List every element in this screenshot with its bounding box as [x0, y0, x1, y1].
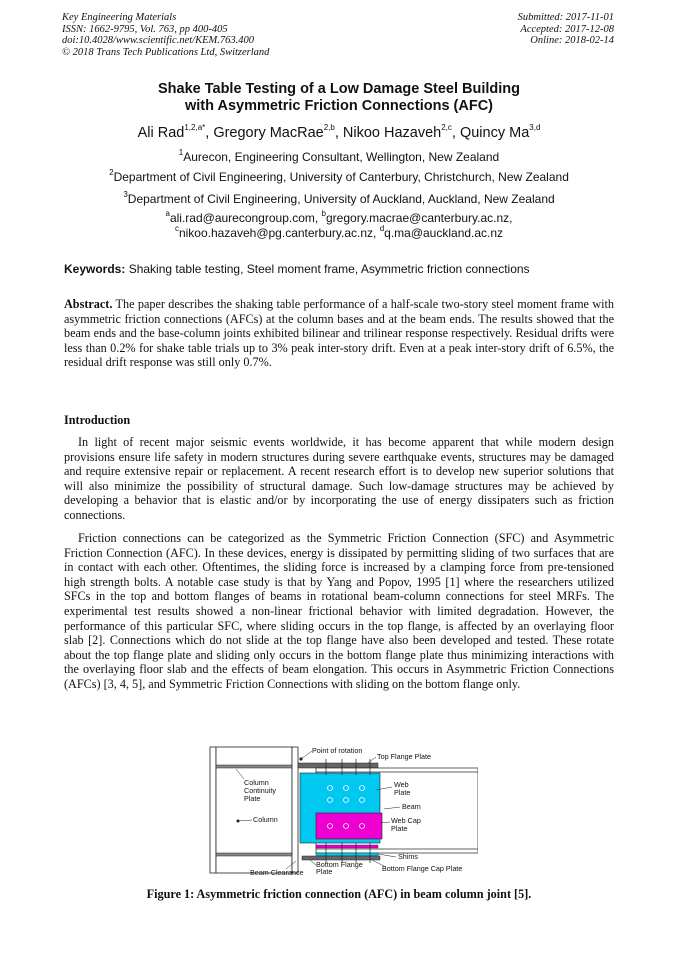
author: Quincy Ma$^{3,d}$ — [459, 123, 541, 141]
svg-text:Plate: Plate — [316, 867, 333, 875]
keywords: Keywords: Shaking table testing, Steel moment frame, Asymmetric friction connections — [64, 262, 530, 276]
label-beam-clearance: Beam Clearance — [250, 868, 304, 875]
section-heading: Introduction — [64, 413, 131, 427]
label-bottom-flange-plate: Bottom Flange — [316, 860, 363, 869]
label-top-flange-plate: Top Flange Plate — [377, 752, 431, 761]
abstract: Abstract. The paper describes the shaking table performance of a half-scale two-story steel moment frame with asymmetric friction connections (AFCs) at the column bases and at the beam ends. The results showed that the beam ends and the base-column joints exhibited bilinear and trilinear response respectively. Residual drifts were less than 0.2% for shake table trials up to 3% peak inter-story drift. Even at a peak inter-story drift of 6.5%, the residual drift response was still only 0.7%. — [64, 297, 614, 370]
email-link[interactable]: q.ma@auckland.ac.nz — [384, 226, 504, 240]
issn: ISSN: 1662-9795, Vol. 763, pp 400-405 — [62, 23, 228, 35]
label-shims: Shims — [398, 852, 418, 861]
affiliation: $^3$Department of Civil Engineering, University of Auckland, Auckland, New Zealand — [123, 190, 555, 206]
column-flange — [210, 747, 216, 873]
doi: doi:10.4028/www.scientific.net/KEM.763.400 — [62, 35, 254, 46]
bottom-flange-cap-plate — [316, 845, 378, 848]
top-flange-plate — [298, 763, 378, 768]
intro-paragraph-2: Friction connections can be categorized as the Symmetric Friction Connection (SFC) and Asymmetric Friction Connection (AFC). In these devices, energy is dissipated by permitting sliding of two surfaces that are in contact with each other. Oftentimes, the sliding force is increased by a clamping force from pre-tensioned high strength bolts. A notable case study is that by Yang and Popov, 1995 [1] where the researchers utilized SFCs in the top and bottom flanges of beams in rotational beam-column connections for steel MRFs. The experimental test results showed a non-linear frictional behavior with limited degradation. However, the performance of this particular SFC, where sliding occurs in the top flange, is affected by an overlaying floor slab [2]. Connections which do not slide at the top flange have also been developed and tested. These rotate about the top flange plate and sliding only occurs in the bottom flange plate thus minimizing interactions with the overlaying floor slab and the effects of beam elongation. This occurs in Asymmetric Friction Connections (AFCs) [3, 4, 5], and Symmetric Friction Connections with sliding on the bottom flange only. — [64, 531, 614, 691]
svg-text:Plate: Plate — [391, 824, 408, 833]
label-web-cap-plate: Web Cap — [391, 816, 421, 825]
author-emails: $^a$ali.rad@aurecongroup.com, $^b$gregory.macrae@canterbury.ac.nz, $^c$nikoo.hazaveh@pg.canterbury.ac.nz, $^d$q.ma@auckland.ac.nz — [165, 209, 513, 240]
author: Gregory MacRae$^{2,b}$, — [213, 123, 343, 141]
author-list — [0, 124, 678, 142]
email-link[interactable]: nikoo.hazaveh@pg.canterbury.ac.nz, — [178, 226, 380, 240]
label-bottom-flange-cap-plate: Bottom Flange Cap Plate — [382, 864, 463, 873]
continuity-plate-top — [216, 765, 292, 768]
web-cap-plate — [316, 813, 382, 839]
label-beam: Beam — [402, 802, 421, 811]
afc-connection-figure — [206, 745, 478, 875]
intro-paragraph-1: In light of recent major seismic events worldwide, it has become apparent that while modern design provisions ensure life safety in modern structures during severe earthquake events, structures may be damaged and require extensive repair or replacement. A recent research effort is to develop new superior solutions that will also minimize the possibility of structural damage. Such low-damage structures may be achieved by developing a behavior that is elastic and/or by incorporating the use of energy dissipaters such as friction connections. — [64, 435, 614, 522]
dates-header — [518, 12, 614, 47]
figure-caption: Figure 1: Asymmetric friction connection (AFC) in beam column joint [5]. — [146, 887, 532, 901]
copyright: © 2018 Trans Tech Publications Ltd, Switzerland — [62, 46, 270, 58]
paper-title: Shake Table Testing of a Low Damage Steel Building with Asymmetric Friction Connections (AFC) — [157, 81, 521, 114]
svg-text:Plate: Plate — [244, 794, 261, 803]
affiliation: $^2$Department of Civil Engineering, University of Canterbury, Christchurch, New Zealand — [109, 168, 569, 184]
email-link[interactable]: gregory.macrae@canterbury.ac.nz, — [326, 211, 513, 225]
author: Ali Rad$^{1,2,a*}$, — [137, 123, 214, 141]
journal-name: Key Engineering Materials — [62, 12, 177, 23]
svg-text:Plate: Plate — [394, 788, 411, 797]
label-point-of-rotation: Point of rotation — [312, 746, 363, 755]
svg-text:Continuity: Continuity — [244, 786, 276, 795]
shims — [316, 853, 378, 856]
author: Nikoo Hazaveh$^{2,c}$, — [342, 123, 460, 141]
label-web-plate: Web — [394, 780, 409, 789]
accepted-date: Accepted: 2017-12-08 — [520, 23, 614, 35]
affiliation: $^1$Aurecon, Engineering Consultant, Wellington, New Zealand — [178, 148, 500, 164]
journal-header — [62, 12, 269, 58]
beam-top-flange — [316, 768, 478, 772]
column-flange-inner — [292, 747, 298, 873]
online-date: Online: 2018-02-14 — [530, 35, 614, 46]
continuity-plate-bottom — [216, 853, 292, 856]
email-link[interactable]: ali.rad@aurecongroup.com, — [169, 211, 322, 225]
label-column: Column — [253, 815, 278, 824]
beam-bottom-flange — [316, 849, 478, 853]
label-column-continuity: Column — [244, 778, 269, 787]
submitted-date: Submitted: 2017-11-01 — [517, 12, 614, 23]
